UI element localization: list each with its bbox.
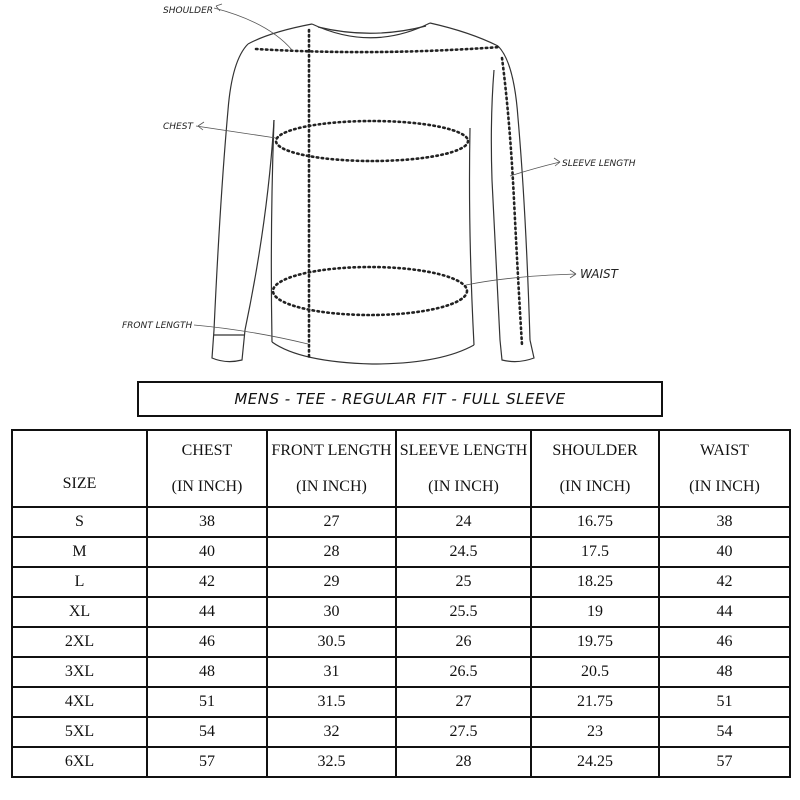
- table-row: [12, 567, 790, 597]
- cell-front-length: 28: [267, 537, 396, 567]
- cell-sleeve-length: 28: [396, 747, 531, 777]
- cell-front-length: 27: [267, 507, 396, 537]
- table-row: [12, 537, 790, 567]
- cell-size: 5XL: [12, 717, 147, 747]
- cell-sleeve-length: 26: [396, 627, 531, 657]
- table-row: [12, 687, 790, 717]
- cell-chest: 57: [147, 747, 267, 777]
- cell-chest: 51: [147, 687, 267, 717]
- cell-sleeve-length: 27: [396, 687, 531, 717]
- cell-chest: 48: [147, 657, 267, 687]
- cell-shoulder: 16.75: [531, 507, 659, 537]
- table-row: [12, 657, 790, 687]
- cell-chest: 44: [147, 597, 267, 627]
- cell-front-length: 32: [267, 717, 396, 747]
- cell-chest: 54: [147, 717, 267, 747]
- chest-label: CHEST: [163, 122, 193, 132]
- cell-front-length: 29: [267, 567, 396, 597]
- cell-waist: 44: [659, 597, 790, 627]
- cell-waist: 57: [659, 747, 790, 777]
- cell-waist: 46: [659, 627, 790, 657]
- table-row: [12, 717, 790, 747]
- table-body: [12, 507, 790, 777]
- tshirt-measurement-diagram: [0, 0, 800, 372]
- header-sleeve-length: SLEEVE LENGTH (IN INCH): [396, 430, 531, 507]
- cell-waist: 51: [659, 687, 790, 717]
- cell-chest: 38: [147, 507, 267, 537]
- cell-size: 3XL: [12, 657, 147, 687]
- cell-shoulder: 20.5: [531, 657, 659, 687]
- cell-chest: 40: [147, 537, 267, 567]
- cell-shoulder: 17.5: [531, 537, 659, 567]
- cell-shoulder: 23: [531, 717, 659, 747]
- cell-waist: 40: [659, 537, 790, 567]
- cell-chest: 42: [147, 567, 267, 597]
- cell-front-length: 31: [267, 657, 396, 687]
- header-size: SIZE: [12, 430, 147, 507]
- cell-shoulder: 19.75: [531, 627, 659, 657]
- size-chart-table: [11, 429, 791, 778]
- table-row: [12, 747, 790, 777]
- cell-chest: 46: [147, 627, 267, 657]
- cell-waist: 48: [659, 657, 790, 687]
- table-row: [12, 507, 790, 537]
- cell-size: 4XL: [12, 687, 147, 717]
- header-waist: WAIST (IN INCH): [659, 430, 790, 507]
- cell-sleeve-length: 24: [396, 507, 531, 537]
- table-header-row: [12, 430, 790, 507]
- cell-size: L: [12, 567, 147, 597]
- cell-front-length: 32.5: [267, 747, 396, 777]
- cell-sleeve-length: 25: [396, 567, 531, 597]
- cell-size: XL: [12, 597, 147, 627]
- cell-front-length: 30: [267, 597, 396, 627]
- cell-size: M: [12, 537, 147, 567]
- cell-waist: 38: [659, 507, 790, 537]
- cell-front-length: 30.5: [267, 627, 396, 657]
- table-row: [12, 627, 790, 657]
- front-length-label: FRONT LENGTH: [122, 321, 193, 331]
- cell-shoulder: 24.25: [531, 747, 659, 777]
- cell-waist: 42: [659, 567, 790, 597]
- cell-waist: 54: [659, 717, 790, 747]
- cell-sleeve-length: 26.5: [396, 657, 531, 687]
- cell-shoulder: 19: [531, 597, 659, 627]
- cell-sleeve-length: 25.5: [396, 597, 531, 627]
- tshirt-outline: [212, 23, 534, 364]
- header-chest: CHEST (IN INCH): [147, 430, 267, 507]
- cell-front-length: 31.5: [267, 687, 396, 717]
- table-row: [12, 597, 790, 627]
- chart-title: MENS - TEE - REGULAR FIT - FULL SLEEVE: [137, 381, 663, 417]
- cell-size: S: [12, 507, 147, 537]
- measurement-dotted-lines: [256, 30, 522, 360]
- cell-shoulder: 18.25: [531, 567, 659, 597]
- cell-sleeve-length: 27.5: [396, 717, 531, 747]
- header-front-length: FRONT LENGTH (IN INCH): [267, 430, 396, 507]
- header-shoulder: SHOULDER (IN INCH): [531, 430, 659, 507]
- sleeve-length-label: SLEEVE LENGTH: [562, 159, 636, 169]
- cell-sleeve-length: 24.5: [396, 537, 531, 567]
- cell-size: 2XL: [12, 627, 147, 657]
- cell-shoulder: 21.75: [531, 687, 659, 717]
- shoulder-label: SHOULDER: [163, 6, 214, 16]
- cell-size: 6XL: [12, 747, 147, 777]
- waist-label: WAIST: [580, 267, 618, 281]
